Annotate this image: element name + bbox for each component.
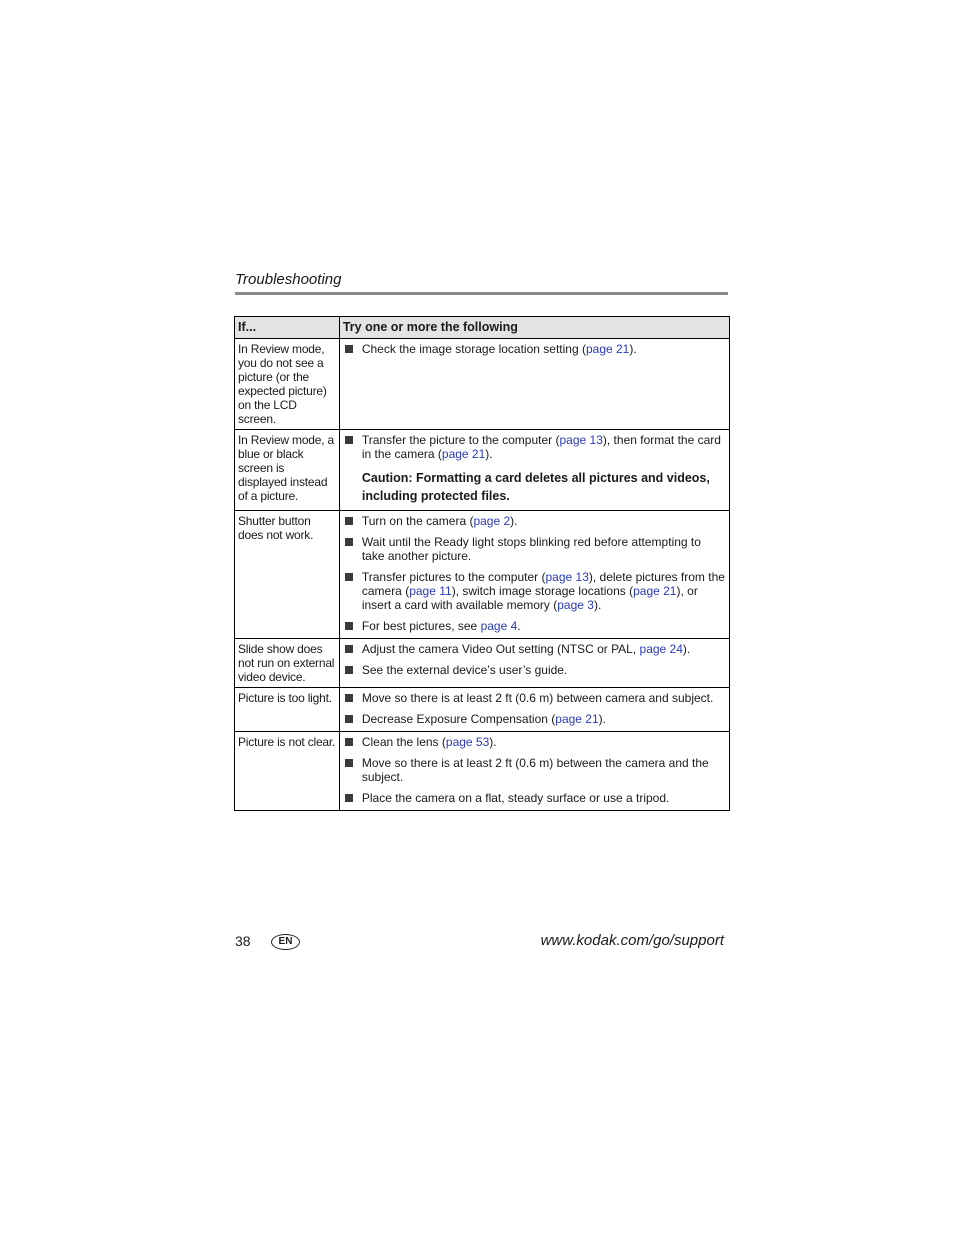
item-text: ). xyxy=(489,735,497,749)
page-link[interactable]: page 21 xyxy=(585,342,630,356)
square-bullet-icon xyxy=(345,715,353,723)
list-item xyxy=(343,570,726,612)
remedy-cell xyxy=(339,688,729,732)
list-item xyxy=(343,342,726,356)
remedy-list xyxy=(343,514,726,633)
table-row xyxy=(235,339,730,430)
square-bullet-icon xyxy=(345,738,353,746)
col-header-if: If... xyxy=(235,317,340,339)
remedy-cell xyxy=(339,430,729,511)
language-badge: EN xyxy=(271,934,300,950)
condition-cell: Picture is not clear. xyxy=(235,732,340,811)
item-text: ). xyxy=(629,342,637,356)
table-row xyxy=(235,511,730,639)
condition-cell: Slide show does not run on external video device. xyxy=(235,639,340,688)
remedy-cell xyxy=(339,732,729,811)
square-bullet-icon xyxy=(345,538,353,546)
list-item xyxy=(343,514,726,528)
table-body xyxy=(235,339,730,811)
remedy-list xyxy=(343,642,726,677)
list-item xyxy=(343,691,726,705)
list-item xyxy=(343,433,726,461)
section-rule xyxy=(235,292,728,295)
page-link[interactable]: page 13 xyxy=(559,433,603,447)
item-text: ), then format the card in the camera ( xyxy=(361,433,721,461)
square-bullet-icon xyxy=(345,645,353,653)
list-item xyxy=(343,756,726,784)
list-item xyxy=(343,642,726,656)
item-text: ). xyxy=(593,598,602,612)
list-item xyxy=(343,735,726,749)
remedy-list xyxy=(343,735,726,805)
page-link[interactable]: page 13 xyxy=(545,570,589,584)
square-bullet-icon xyxy=(345,666,353,674)
remedy-cell xyxy=(339,339,729,430)
item-text: ), switch image storage locations ( xyxy=(451,584,634,598)
remedy-list xyxy=(343,691,726,726)
condition-cell: In Review mode, you do not see a picture (or the expected picture) on the LCD screen. xyxy=(235,339,340,430)
square-bullet-icon xyxy=(345,573,353,581)
section-title: Troubleshooting xyxy=(235,271,342,288)
item-text: ). xyxy=(485,447,493,461)
page-link[interactable]: page 2 xyxy=(473,514,511,528)
item-text: Check the image storage location setting ( xyxy=(361,342,586,356)
item-text: Transfer the picture to the computer ( xyxy=(361,433,560,447)
item-text: ), or insert a card with available memory ( xyxy=(361,584,698,612)
item-text: For best pictures, see xyxy=(361,619,481,633)
square-bullet-icon xyxy=(345,794,353,802)
table-header-row xyxy=(235,317,730,339)
list-item xyxy=(343,791,726,805)
col-header-try: Try one or more the following xyxy=(339,317,729,339)
square-bullet-icon xyxy=(345,517,353,525)
caution-note: Caution: Formatting a card deletes all pictures and videos, including protected files. xyxy=(361,471,710,503)
remedy-list xyxy=(343,342,726,356)
item-text: ). xyxy=(682,642,691,656)
square-bullet-icon xyxy=(345,759,353,767)
item-text: Clean the lens ( xyxy=(361,735,446,749)
page-link[interactable]: page 21 xyxy=(555,712,599,726)
table-row xyxy=(235,430,730,511)
condition-cell: Shutter button does not work. xyxy=(235,511,340,639)
item-text: Move so there is at least 2 ft (0.6 m) between the camera and the subject. xyxy=(361,756,709,784)
page-link[interactable]: page 21 xyxy=(441,447,486,461)
item-text: Turn on the camera ( xyxy=(361,514,474,528)
item-text: Wait until the Ready light stops blinking red before attempting to take another picture. xyxy=(361,535,701,563)
condition-cell: In Review mode, a blue or black screen is displayed instead of a picture. xyxy=(235,430,340,511)
square-bullet-icon xyxy=(345,694,353,702)
page-link[interactable]: page 24 xyxy=(639,642,683,656)
item-text: ). xyxy=(510,514,518,528)
troubleshooting-table xyxy=(234,316,730,811)
list-item xyxy=(343,535,726,563)
item-text: See the external device’s user’s guide. xyxy=(361,663,568,677)
item-text: Move so there is at least 2 ft (0.6 m) between camera and subject. xyxy=(361,691,714,705)
square-bullet-icon xyxy=(345,436,353,444)
square-bullet-icon xyxy=(345,345,353,353)
condition-cell: Picture is too light. xyxy=(235,688,340,732)
page-link[interactable]: page 11 xyxy=(409,584,452,598)
item-text: Transfer pictures to the computer ( xyxy=(361,570,546,584)
item-text: ), delete pictures from the camera ( xyxy=(361,570,725,598)
table-row xyxy=(235,732,730,811)
remedy-cell xyxy=(339,639,729,688)
item-text: ). xyxy=(598,712,607,726)
item-text: . xyxy=(517,619,521,633)
page-link[interactable]: page 3 xyxy=(557,598,594,612)
list-item xyxy=(343,663,726,677)
list-item xyxy=(343,712,726,726)
item-text: Adjust the camera Video Out setting (NTSC or PAL, xyxy=(361,642,640,656)
item-text: Decrease Exposure Compensation ( xyxy=(361,712,556,726)
page-link[interactable]: page 53 xyxy=(445,735,490,749)
remedy-list xyxy=(343,433,726,461)
page-link[interactable]: page 4 xyxy=(480,619,518,633)
table-row xyxy=(235,688,730,732)
page-link[interactable]: page 21 xyxy=(633,584,677,598)
square-bullet-icon xyxy=(345,622,353,630)
item-text: Place the camera on a flat, steady surface or use a tripod. xyxy=(361,791,670,805)
list-item xyxy=(343,619,726,633)
page-number: 38 xyxy=(235,933,251,949)
table-row xyxy=(235,639,730,688)
remedy-cell xyxy=(339,511,729,639)
support-url[interactable]: www.kodak.com/go/support xyxy=(540,932,724,949)
